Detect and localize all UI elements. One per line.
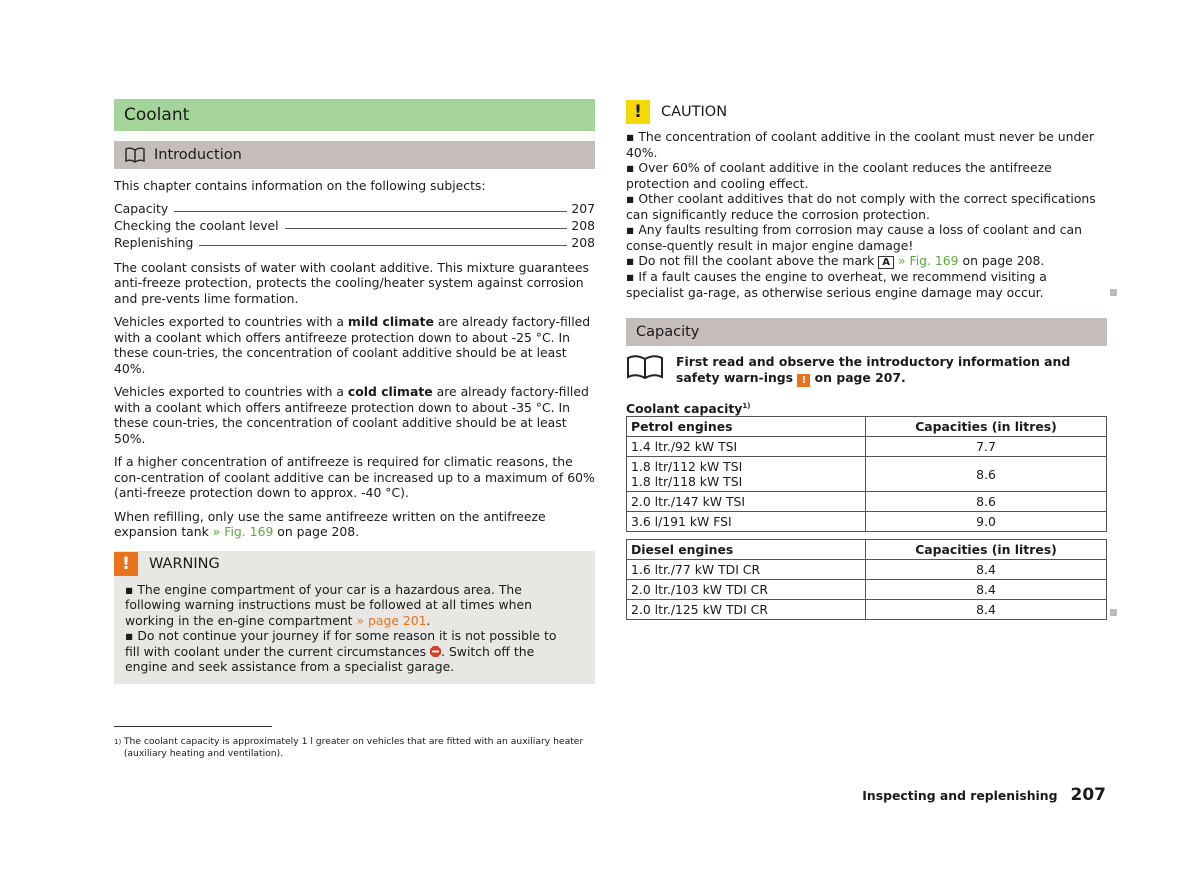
warning-body <box>114 577 595 675</box>
petrol-table <box>626 416 1107 532</box>
caution-header <box>626 99 1107 125</box>
paragraph-mild-climate: Vehicles exported to countries with a mild climate are already factory-filled with a coolant which offers antifreeze protection down to about -25 °C. In these coun-tries, the concentration of coolant additive should be at least 40%. <box>114 314 591 376</box>
warning-title: WARNING <box>149 555 220 572</box>
warning-header <box>114 551 595 577</box>
paragraph-higher-concentration: If a higher concentration of antifreeze is required for climatic reasons, the con-centration of coolant additive can be increased up to a maximum of 60% (anti-freeze protection down to approx. -40 °C). <box>114 454 595 500</box>
left-column <box>114 99 595 684</box>
table-row: 2.0 ltr./147 kW TSI 8.6 <box>627 492 1107 512</box>
paragraph-cold-climate: Vehicles exported to countries with a cold climate are already factory-filled with a coolant which offers antifreeze protection down to about -35 °C. In these coun-tries, the concentration of coolant additive should be at least 50%. <box>114 384 589 446</box>
page-footer <box>862 785 1106 805</box>
toc-label: Checking the coolant level <box>114 217 279 233</box>
paragraph-refilling: When refilling, only use the same antifreeze written on the antifreeze expansion tank » Fig. 169 on page 208. <box>114 508 546 539</box>
caution-item: ▪ If a fault causes the engine to overheat, we recommend visiting a specialist ga-rage, as otherwise serious engine damage may occur. <box>626 269 1107 300</box>
warning-item: ▪ Do not continue your journey if for some reason it is not possible to fill with coolant under the current circumstances . Switch off the engine and seek assistance from a specialist garage. <box>125 628 557 674</box>
page-number: 207 <box>1070 785 1106 805</box>
book-icon <box>125 147 145 163</box>
toc-row[interactable] <box>114 234 595 251</box>
caution-item: ▪ Do not fill the coolant above the mark A » Fig. 169 on page 208. <box>626 253 1045 268</box>
table-header-row <box>627 540 1107 560</box>
caution-body <box>626 129 1107 300</box>
read-notice <box>626 354 1107 387</box>
footnote-divider <box>114 726 272 727</box>
toc-page: 207 <box>571 200 595 216</box>
diesel-table <box>626 539 1107 620</box>
table-row: 1.4 ltr./92 kW TSI 7.7 <box>627 437 1107 457</box>
toc-page: 208 <box>571 234 595 250</box>
table-caption: Coolant capacity$^{1)}$ <box>626 400 751 416</box>
table-row: 2.0 ltr./125 kW TDI CR 8.4 <box>627 600 1107 620</box>
table-row: 2.0 ltr./103 kW TDI CR 8.4 <box>627 580 1107 600</box>
end-square-icon <box>1110 289 1117 296</box>
footnote-mark: 1) <box>114 738 122 746</box>
toc <box>114 200 595 251</box>
fig-169-link[interactable]: » Fig. 169 <box>212 524 274 539</box>
toc-row[interactable] <box>114 200 595 217</box>
introduction-header <box>114 141 595 169</box>
warning-item: ▪ The engine compartment of your car is a hazardous area. The following warning instructions must be followed at all times when working in the en-gine compartment » page 201. <box>125 581 532 628</box>
chapter-title: Inspecting and replenishing <box>862 788 1058 803</box>
table-header: Capacities (in litres) <box>866 540 1107 560</box>
table-row: 1.8 ltr/112 kW TSI 1.8 ltr/118 kW TSI 8.6 <box>627 457 1107 492</box>
caution-item: ▪ Any faults resulting from corrosion may cause a loss of coolant and can conse-quently result in major engine damage! <box>626 222 1082 253</box>
paragraph-mixture: The coolant consists of water with coolant additive. This mixture guarantees anti-freeze protection, protects the cooling/heater system against corrosion and pre-vents lime formation. <box>114 259 590 306</box>
toc-label: Replenishing <box>114 234 194 250</box>
caution-title: CAUTION <box>661 104 728 120</box>
table-header: Capacities (in litres) <box>866 417 1107 437</box>
capacity-title: Capacity <box>626 318 1107 346</box>
stop-icon <box>430 644 441 659</box>
caution-item: ▪ The concentration of coolant additive in the coolant must never be under 40%. <box>626 129 1095 160</box>
caution-icon: ! <box>626 100 650 124</box>
warning-icon: ! <box>797 374 810 387</box>
right-column <box>626 99 1107 620</box>
warning-box <box>114 551 595 684</box>
table-header: Petrol engines <box>627 417 866 437</box>
notice-text: First read and observe the introductory information and safety warn-ings ! on page 207. <box>676 354 1071 386</box>
warning-icon: ! <box>114 552 138 576</box>
footnote <box>114 736 594 760</box>
caution-item: ▪ Over 60% of coolant additive in the coolant reduces the antifreeze protection and cooling effect. <box>626 160 1052 191</box>
fig-169-link[interactable]: » Fig. 169 <box>894 253 959 268</box>
intro-text: This chapter contains information on the following subjects: <box>114 178 486 193</box>
toc-row[interactable] <box>114 217 595 234</box>
page-201-link[interactable]: » page 201 <box>356 612 427 628</box>
section-title: Coolant <box>114 99 595 131</box>
caution-item: ▪ Other coolant additives that do not comply with the correct specifications can significantly reduce the corrosion protection. <box>626 191 1096 222</box>
footnote-text: The coolant capacity is approximately 1 l greater on vehicles that are fitted with an auxiliary heater (auxiliary heating and ventilation). <box>123 736 584 759</box>
end-square-icon <box>1110 609 1117 616</box>
introduction-title: Introduction <box>154 147 242 163</box>
table-header: Diesel engines <box>627 540 866 560</box>
toc-label: Capacity <box>114 200 169 216</box>
book-icon <box>626 354 664 387</box>
table-row: 3.6 l/191 kW FSI 9.0 <box>627 512 1107 532</box>
table-header-row <box>627 417 1107 437</box>
toc-page: 208 <box>571 217 595 233</box>
table-row: 1.6 ltr./77 kW TDI CR 8.4 <box>627 560 1107 580</box>
mark-a-label: A <box>878 256 894 269</box>
